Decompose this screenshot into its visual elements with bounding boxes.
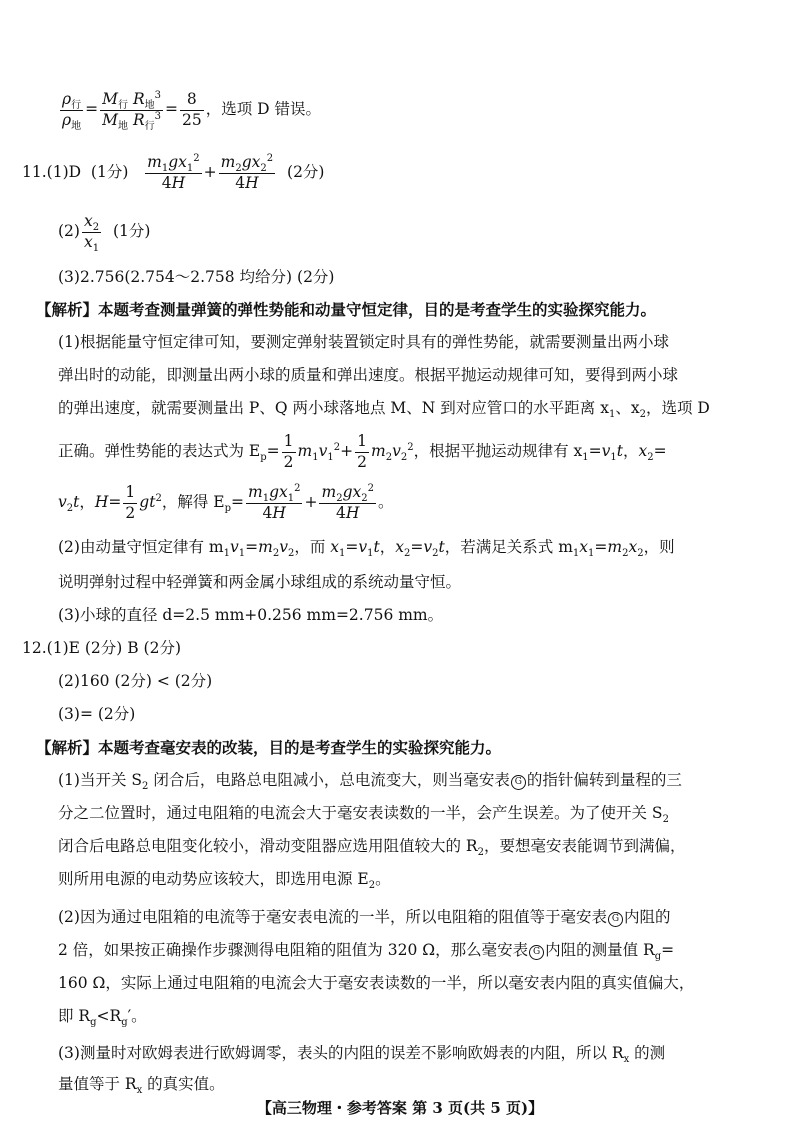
circled-g-icon: G xyxy=(529,945,544,960)
analysis-12-line-10: 量值等于 $R_x$ 的真实值。 xyxy=(58,1075,225,1097)
analysis-12-line-1: (1)当开关 $S_2$ 闭合后，电路总电阻减小，总电流变大，则当毫安表 G 的指针偏转到量程的三 xyxy=(58,771,682,793)
q11-answer-3: (3)2.756(2.754～2.758 均给分) (2分) xyxy=(58,268,335,286)
analysis-11-line-6: (2)由动量守恒定律有 $m_1v_1=m_2v_2$，而 $x_1=v_1t$，$x_2=v_2t$，若满足关系式 $m_1x_1=m_2x_2$，则 xyxy=(58,538,675,560)
analysis-12-line-2: 分之二位置时，通过电阻箱的电流会大于毫安表读数的一半，会产生误差。为了使开关 $S_2$ xyxy=(58,804,669,826)
circled-g-icon: G xyxy=(511,775,526,790)
text-option-d-wrong: ，选项 D 错误。 xyxy=(205,100,322,118)
analysis-12-line-5: (2)因为通过电阻箱的电流等于毫安表电流的一半，所以电阻箱的阻值等于毫安表 G 内阻的 xyxy=(58,908,671,926)
analysis-11-line-1: (1)根据能量守恒定律可知，要测定弹射装置锁定时具有的弹性势能，就需要测量出两小球 xyxy=(58,333,669,351)
analysis-12-heading: 【解析】本题考查毫安表的改装，目的是考查学生的实验探究能力。 xyxy=(36,738,502,757)
q11-answer-1: 11.(1)D (1分) $\frac{m_1gx_1^2}{4H}$ + $\frac{m_2gx_2^2}{4H}$ (2分) xyxy=(22,152,325,192)
analysis-11-line-7: 说明弹射过程中轻弹簧和两金属小球组成的系统动量守恒。 xyxy=(58,573,462,591)
analysis-11-line-4: 正确。弹性势能的表达式为 $E_p=$ $\frac{1}{2}$ $m_1v_1^2+$ $\frac{1}{2}$ $m_2v_2^2$，根据平抛运动规律有 $x_1=v_1t$，$x_2=$ xyxy=(58,432,667,471)
analysis-12-line-4: 则所用电源的电动势应该较大，即选用电源 $E_2$。 xyxy=(58,870,391,892)
analysis-11-line-8: (3)小球的直径 d=2.5 mm+0.256 mm=2.756 mm。 xyxy=(58,606,444,624)
q12-answer-1: 12.(1)E (2分) B (2分) xyxy=(22,639,182,657)
analysis-11-line-3: 的弹出速度，就需要测量出 P、Q 两小球落地点 M、N 到对应管口的水平距离 $x_1$、$x_2$，选项 D xyxy=(58,399,710,421)
q12-answer-3: (3)= (2分) xyxy=(58,705,136,723)
analysis-12-line-7: 160 Ω，实际上通过电阻箱的电流会大于毫安表读数的一半，所以毫安表内阻的真实值偏大， xyxy=(58,974,695,992)
analysis-11-line-2: 弹出时的动能，即测量出两小球的质量和弹出速度。根据平抛运动规律可知，要得到两小球 xyxy=(58,366,679,384)
analysis-12-line-9: (3)测量时对欧姆表进行欧姆调零，表头的内阻的误差不影响欧姆表的内阻，所以 $R_x$ 的测 xyxy=(58,1044,666,1066)
q11-answer-2: (2) $\frac{x_2}{x_1}$ (1分) xyxy=(58,212,151,254)
q12-answer-2: (2)160 (2分) < (2分) xyxy=(58,672,213,690)
analysis-12-line-8: 即 $R_g<R_g'$。 xyxy=(58,1007,147,1029)
formula-density-ratio: $\frac{\rho_行}{\rho_地}$ = $\frac{M_行 R_地^3}{M_地 R_行^3}$ = $\frac{8}{25}$ ，选项 D 错误。 xyxy=(62,89,322,132)
analysis-11-heading: 【解析】本题考查测量弹簧的弹性势能和动量守恒定律，目的是考查学生的实验探究能力。 xyxy=(36,300,657,319)
analysis-12-line-6: 2 倍，如果按正确操作步骤测得电阻箱的阻值为 320 Ω，那么毫安表 G 内阻的测量值 $R_g=$ xyxy=(58,941,675,963)
circled-g-icon: G xyxy=(608,912,623,927)
analysis-11-line-5: $v_2t$，H= $\frac{1}{2}$ $gt^2$，解得 $E_p=$ $\frac{m_1gx_1^2}{4H}$ + $\frac{m_2gx_2^2}{4H}$ 。 xyxy=(58,482,394,522)
analysis-12-line-3: 闭合后电路总电阻变化较小，滑动变阻器应选用阻值较大的 $R_2$，要想毫安表能调节到满偏， xyxy=(58,837,686,859)
page-footer: 【高三物理・参考答案 第 3 页(共 5 页)】 xyxy=(256,1099,544,1117)
